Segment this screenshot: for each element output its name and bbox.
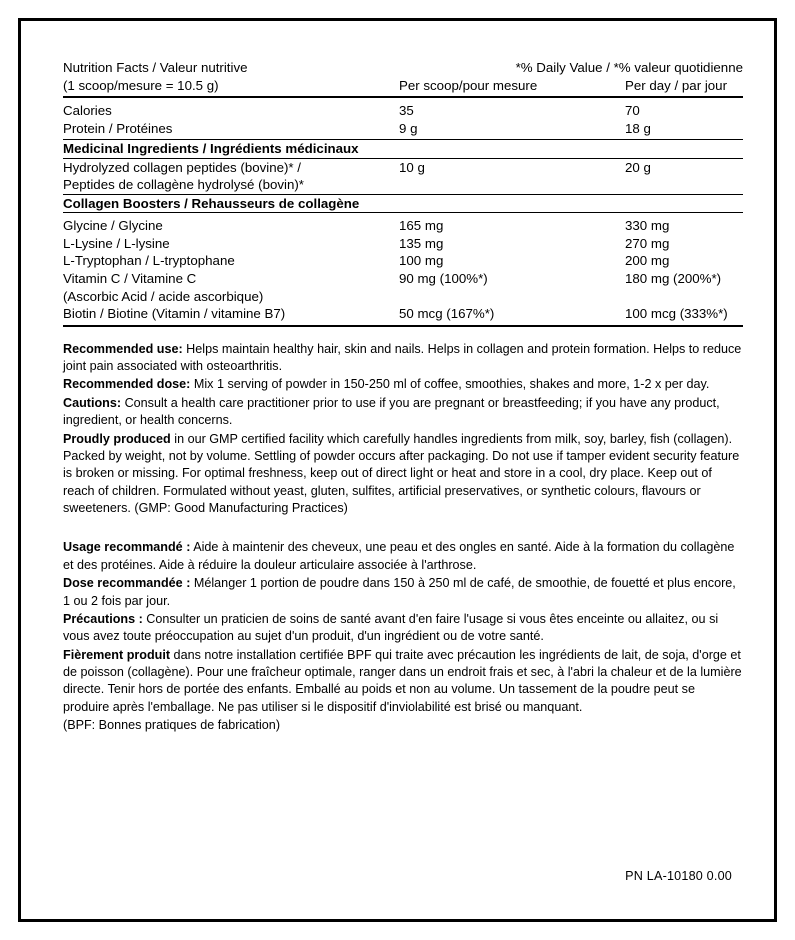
- row-label: Vitamin C / Vitamine C: [63, 271, 197, 287]
- row-label: Protein / Protéines: [63, 120, 173, 136]
- column-header-per-scoop: Per scoop/pour mesure: [399, 77, 538, 93]
- french-directions-block: [63, 539, 743, 734]
- recommended-dose-text: Mix 1 serving of powder in 150-250 ml of coffee, smoothies, shakes and more, 1-2 x per day.: [190, 377, 710, 392]
- bpf-note: (BPF: Bonnes pratiques de fabrication): [63, 718, 281, 733]
- table-subheader-row: [63, 77, 743, 95]
- row-label-line2: Peptides de collagène hydrolysé (bovin)*: [63, 177, 304, 193]
- row-value-day: 180 mg (200%*): [625, 271, 722, 287]
- table-header-row: [63, 59, 743, 77]
- nutrition-facts-title: Nutrition Facts / Valeur nutritive: [63, 60, 248, 75]
- table-row-continuation: [63, 288, 743, 306]
- fierement-produit-paragraph: [63, 647, 743, 717]
- label-content: [63, 59, 743, 736]
- fierement-produit-label: Fièrement produit: [63, 647, 171, 662]
- column-header-per-day: Per day / par jour: [625, 77, 727, 93]
- table-row: [63, 252, 743, 270]
- row-value-scoop: 165 mg: [399, 218, 444, 234]
- table-row: [63, 102, 743, 120]
- section-header-medicinal: Medicinal Ingredients / Ingrédients médicinaux: [63, 141, 359, 157]
- divider: [63, 326, 743, 327]
- cautions-paragraph: [63, 395, 743, 430]
- row-value-day: 270 mg: [625, 235, 670, 251]
- row-value-scoop: 50 mcg (167%*): [399, 306, 495, 322]
- table-row: [63, 120, 743, 138]
- recommended-use-label: Recommended use:: [63, 341, 183, 356]
- row-value-day: 330 mg: [625, 218, 670, 234]
- row-value-scoop: 90 mg (100%*): [399, 271, 488, 287]
- usage-recommande-paragraph: [63, 539, 743, 574]
- table-row: [63, 270, 743, 288]
- usage-recommande-label: Usage recommandé :: [63, 540, 191, 555]
- produced-label: Proudly produced: [63, 431, 171, 446]
- row-label: Glycine / Glycine: [63, 218, 163, 234]
- cautions-label: Cautions:: [63, 395, 122, 410]
- nutrition-label-panel: [18, 18, 777, 922]
- recommended-use-paragraph: [63, 341, 743, 376]
- nutrition-facts-table: [63, 59, 743, 327]
- table-row: [63, 217, 743, 235]
- usage-recommande-text: Aide à maintenir des cheveux, une peau et des ongles en santé. Aide à la formation du collagène et des protéines. Aide à réduire la douleur articulaire associée à l'arthrose.: [63, 540, 735, 572]
- cautions-text: Consult a health care practitioner prior to use if you are pregnant or breastfeeding; if you have any product, ingredient, or health concerns.: [63, 395, 720, 428]
- dose-recommandee-paragraph: [63, 575, 743, 610]
- table-row: [63, 159, 743, 177]
- table-row-continuation: [63, 176, 743, 194]
- row-label: Biotin / Biotine (Vitamin / vitamine B7): [63, 306, 286, 322]
- produced-text: in our GMP certified facility which carefully handles ingredients from milk, soy, barley, fish (collagen). Packed by weight, not by volume. Settling of powder occurs after packaging. Do not use if tamper evident security feature is broken or missing. For optimal freshness, keep out of direct light or heat and store in a cool, dry place. Keep out of reach of children. Formulated without yeast, gluten, sulfites, artificial preservatives, or synthetic colours, flavours or sweeteners. (GMP: Good Manufacturing Practices): [63, 431, 740, 516]
- row-value-day: 200 mg: [625, 253, 670, 269]
- dose-recommandee-text: Mélanger 1 portion de poudre dans 150 à 250 ml de café, de smoothie, de fouetté et plus encore, 1 ou 2 fois par jour.: [63, 576, 736, 608]
- daily-value-header: *% Daily Value / *% valeur quotidienne: [515, 60, 743, 75]
- row-label: Calories: [63, 103, 112, 119]
- precautions-paragraph: [63, 611, 743, 646]
- row-label: L-Lysine / L-lysine: [63, 235, 170, 251]
- row-value-scoop: 10 g: [399, 159, 425, 175]
- row-label: L-Tryptophan / L-tryptophane: [63, 253, 235, 269]
- row-value-day: 18 g: [625, 120, 651, 136]
- precautions-text: Consulter un praticien de soins de santé avant d'en faire l'usage si vous êtes enceinte ou allaitez, ou si vous avez toute préoccupation au sujet d'un produit, d'un ingrédient ou de votre santé.: [63, 611, 719, 644]
- recommended-use-text: Helps maintain healthy hair, skin and nails. Helps in collagen and protein formation. Helps to reduce joint pain associated with osteoarthritis.: [63, 341, 742, 374]
- section-header-boosters: Collagen Boosters / Rehausseurs de collagène: [63, 195, 360, 211]
- produced-paragraph: [63, 431, 743, 518]
- fierement-produit-text: dans notre installation certifiée BPF qui traite avec précaution les ingrédients de lait, de soja, d'orge et de poisson (collagène). Pour une fraîcheur optimale, ranger dans un endroit frais et sec, à l'abri la chaleur et de la lumière directe. Tenir hors de portée des enfants. Emballé au poids et non au volume. Un tassement de la poudre peut se produire après l'emballage. Ne pas utiliser si le dispositif d'inviolabilité est brisé ou manquant.: [63, 647, 742, 714]
- part-number: PN LA-10180 0.00: [625, 869, 732, 883]
- serving-size: (1 scoop/mesure = 10.5 g): [63, 77, 219, 93]
- row-value-day: 70: [625, 103, 640, 119]
- dose-recommandee-label: Dose recommandée :: [63, 576, 191, 591]
- row-value-scoop: 135 mg: [399, 235, 444, 251]
- row-label-line2: (Ascorbic Acid / acide ascorbique): [63, 288, 264, 304]
- recommended-dose-paragraph: [63, 376, 743, 393]
- recommended-dose-label: Recommended dose:: [63, 377, 191, 392]
- precautions-label: Précautions :: [63, 611, 143, 626]
- row-label: Hydrolyzed collagen peptides (bovine)* /: [63, 159, 302, 175]
- table-row: [63, 305, 743, 323]
- row-value-day: 100 mcg (333%*): [625, 306, 728, 322]
- row-value-day: 20 g: [625, 159, 651, 175]
- row-value-scoop: 35: [399, 103, 414, 119]
- english-directions-block: [63, 341, 743, 518]
- table-row: [63, 235, 743, 253]
- row-value-scoop: 9 g: [399, 120, 418, 136]
- row-value-scoop: 100 mg: [399, 253, 444, 269]
